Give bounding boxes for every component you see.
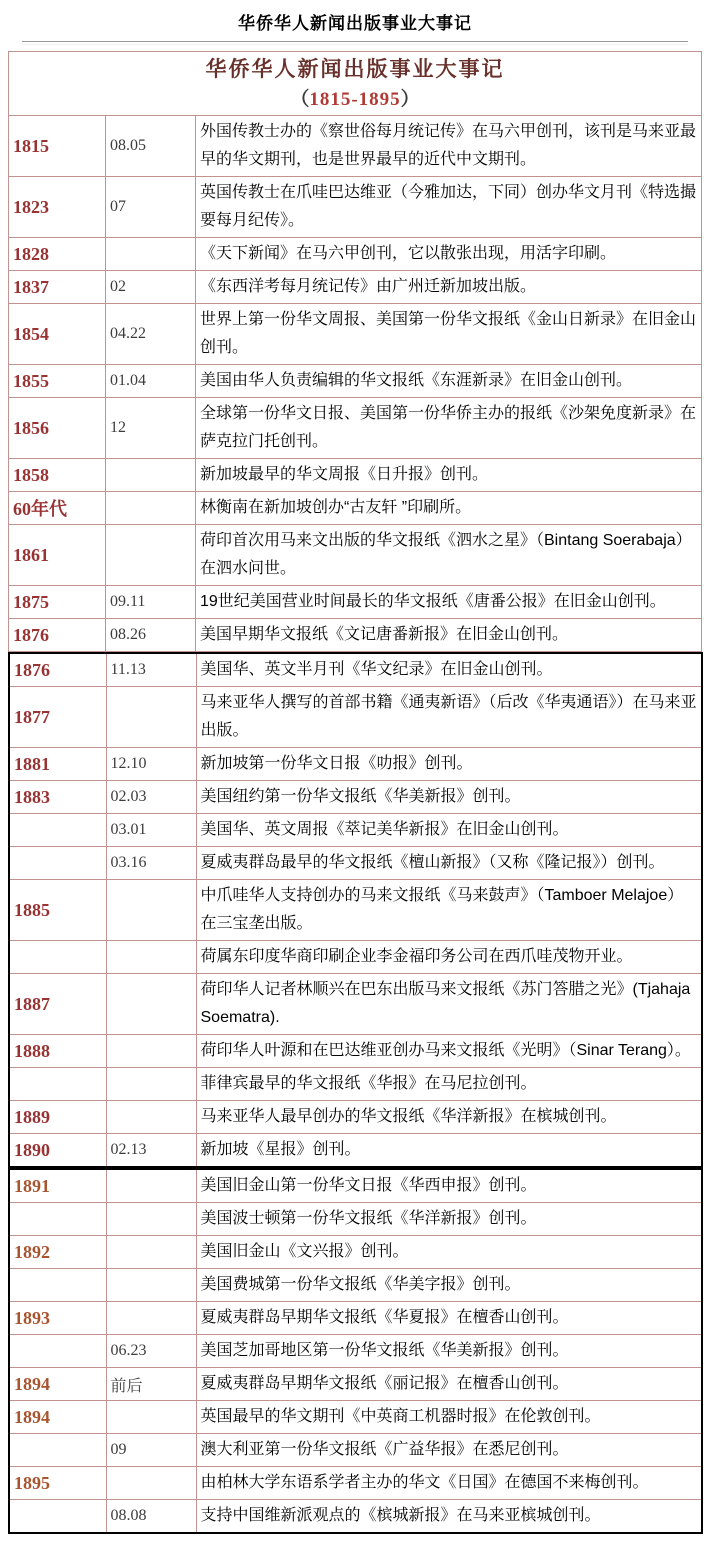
table-row [9, 586, 702, 619]
year-cell: 1881 [9, 748, 106, 781]
table-row [9, 781, 702, 814]
year-cell: 1890 [9, 1134, 106, 1168]
date-cell [106, 1169, 196, 1203]
date-cell [106, 1236, 196, 1269]
date-cell: 09 [106, 1434, 196, 1467]
table-row [9, 1302, 702, 1335]
table-row [9, 974, 702, 1035]
event-cell: 夏威夷群岛最早的华文报纸《檀山新报》（又称《隆记报》）创刊。 [196, 847, 702, 880]
table-row [9, 1134, 702, 1168]
year-cell: 1861 [9, 525, 106, 586]
year-cell [9, 847, 106, 880]
table-row [9, 1068, 702, 1101]
event-cell: 美国华、英文半月刊《华文纪录》在旧金山创刊。 [196, 653, 702, 687]
year-cell [9, 1500, 106, 1534]
date-cell: 07 [106, 177, 196, 238]
table-row [9, 687, 702, 748]
table-row [9, 847, 702, 880]
date-cell [106, 492, 196, 525]
year-cell: 1855 [9, 365, 106, 398]
event-cell: 全球第一份华文日报、美国第一份华侨主办的报纸《沙架免度新录》在萨克拉门托创刊。 [196, 398, 702, 459]
year-cell: 1885 [9, 880, 106, 941]
event-cell: 夏威夷群岛早期华文报纸《华夏报》在檀香山创刊。 [196, 1302, 702, 1335]
event-cell: 《东西洋考每月统记传》由广州迁新加坡出版。 [196, 271, 702, 304]
year-cell: 1875 [9, 586, 106, 619]
date-cell: 04.22 [106, 304, 196, 365]
year-cell [9, 1335, 106, 1368]
year-cell: 1894 [9, 1401, 106, 1434]
event-cell: 美国芝加哥地区第一份华文报纸《华美新报》创刊。 [196, 1335, 702, 1368]
chronicle-table-section [8, 652, 703, 1168]
date-cell: 02 [106, 271, 196, 304]
table-subtitle-close: ） [400, 89, 420, 110]
date-cell: 12 [106, 398, 196, 459]
table-row [9, 459, 702, 492]
year-cell [9, 814, 106, 847]
table-row [9, 492, 702, 525]
table-row [9, 941, 702, 974]
date-cell [106, 880, 196, 941]
date-cell: 11.13 [106, 653, 196, 687]
date-cell: 08.26 [106, 619, 196, 652]
table-row [9, 880, 702, 941]
year-cell: 1856 [9, 398, 106, 459]
date-cell [106, 1035, 196, 1068]
date-cell [106, 1302, 196, 1335]
year-cell: 1883 [9, 781, 106, 814]
event-cell: 马来亚华人撰写的首部书籍《通夷新语》（后改《华夷通语》）在马来亚出版。 [196, 687, 702, 748]
year-cell: 1894 [9, 1368, 106, 1401]
event-cell: 荷印华人叶源和在巴达维亚创办马来文报纸《光明》（Sinar Terang）。 [196, 1035, 702, 1068]
date-cell: 03.16 [106, 847, 196, 880]
event-cell: 新加坡《星报》创刊。 [196, 1134, 702, 1168]
table-row [9, 177, 702, 238]
table-subtitle-open: （ [290, 89, 310, 110]
year-cell: 1823 [9, 177, 106, 238]
year-cell: 1893 [9, 1302, 106, 1335]
event-cell: 美国华、英文周报《萃记美华新报》在旧金山创刊。 [196, 814, 702, 847]
date-cell: 08.05 [106, 116, 196, 177]
title-divider [22, 41, 688, 45]
event-cell: 夏威夷群岛早期华文报纸《丽记报》在檀香山创刊。 [196, 1368, 702, 1401]
table-subtitle [13, 86, 697, 113]
event-cell: 英国传教士在爪哇巴达维亚（今雅加达，下同）创办华文月刊《特选撮要每月纪传》。 [196, 177, 702, 238]
event-cell: 中爪哇华人支持创办的马来文报纸《马来鼓声》（Tamboer Melajoe）在三宝垄出版。 [196, 880, 702, 941]
table-row [9, 1434, 702, 1467]
table-row [9, 1035, 702, 1068]
table-row [9, 304, 702, 365]
year-cell [9, 1203, 106, 1236]
date-cell: 03.01 [106, 814, 196, 847]
table-row [9, 271, 702, 304]
year-cell: 1876 [9, 653, 106, 687]
event-cell: 荷属东印度华商印刷企业李金福印务公司在西爪哇茂物开业。 [196, 941, 702, 974]
table-row [9, 1203, 702, 1236]
year-cell: 1858 [9, 459, 106, 492]
date-cell [106, 1101, 196, 1134]
date-cell [106, 687, 196, 748]
event-cell: 荷印华人记者林顺兴在巴东出版马来文报纸《苏门答腊之光》(Tjahaja Soematra). [196, 974, 702, 1035]
event-cell: 新加坡最早的华文周报《日升报》创刊。 [196, 459, 702, 492]
date-cell: 01.04 [106, 365, 196, 398]
event-cell: 19世纪美国营业时间最长的华文报纸《唐番公报》在旧金山创刊。 [196, 586, 702, 619]
table-row [9, 619, 702, 652]
year-cell: 1876 [9, 619, 106, 652]
date-cell: 06.23 [106, 1335, 196, 1368]
chronicle-table-section [8, 51, 702, 652]
date-cell [106, 459, 196, 492]
table-row [9, 748, 702, 781]
year-cell: 1889 [9, 1101, 106, 1134]
event-cell: 荷印首次用马来文出版的华文报纸《泗水之星》（Bintang Soerabaja）在泗水问世。 [196, 525, 702, 586]
date-cell [106, 974, 196, 1035]
date-cell [106, 1203, 196, 1236]
table-title-row [9, 52, 702, 116]
date-cell [106, 941, 196, 974]
event-cell: 美国纽约第一份华文报纸《华美新报》创刊。 [196, 781, 702, 814]
year-cell: 60年代 [9, 492, 106, 525]
event-cell: 澳大利亚第一份华文报纸《广益华报》在悉尼创刊。 [196, 1434, 702, 1467]
event-cell: 林衡南在新加坡创办“古友轩 ”印刷所。 [196, 492, 702, 525]
year-cell: 1854 [9, 304, 106, 365]
chronicle-table [8, 51, 710, 1534]
year-cell [9, 1068, 106, 1101]
event-cell: 美国费城第一份华文报纸《华美字报》创刊。 [196, 1269, 702, 1302]
event-cell: 美国波士顿第一份华文报纸《华洋新报》创刊。 [196, 1203, 702, 1236]
year-cell: 1828 [9, 238, 106, 271]
table-row [9, 1236, 702, 1269]
event-cell: 美国旧金山《文兴报》创刊。 [196, 1236, 702, 1269]
page-title: 华侨华人新闻出版事业大事记 [238, 14, 472, 33]
table-row [9, 398, 702, 459]
event-cell: 美国旧金山第一份华文日报《华西申报》创刊。 [196, 1169, 702, 1203]
table-row [9, 1101, 702, 1134]
table-row [9, 653, 702, 687]
date-cell: 02.03 [106, 781, 196, 814]
table-row [9, 1467, 702, 1500]
table-row [9, 1500, 702, 1534]
event-cell: 英国最早的华文期刊《中英商工机器时报》在伦敦创刊。 [196, 1401, 702, 1434]
year-cell: 1891 [9, 1169, 106, 1203]
event-cell: 外国传教士办的《察世俗每月统记传》在马六甲创刊，该刊是马来亚最早的华文期刊，也是世界最早的近代中文期刊。 [196, 116, 702, 177]
table-row [9, 1335, 702, 1368]
date-cell: 08.08 [106, 1500, 196, 1534]
event-cell: 《天下新闻》在马六甲创刊，它以散张出现，用活字印刷。 [196, 238, 702, 271]
date-cell [106, 238, 196, 271]
event-cell: 由柏林大学东语系学者主办的华文《日国》在德国不来梅创刊。 [196, 1467, 702, 1500]
year-cell: 1815 [9, 116, 106, 177]
event-cell: 美国早期华文报纸《文记唐番新报》在旧金山创刊。 [196, 619, 702, 652]
table-row [9, 1368, 702, 1401]
year-cell: 1888 [9, 1035, 106, 1068]
date-cell: 前后 [106, 1368, 196, 1401]
table-row [9, 1169, 702, 1203]
year-cell: 1837 [9, 271, 106, 304]
table-row [9, 1269, 702, 1302]
table-row [9, 525, 702, 586]
table-title-cell [9, 52, 702, 116]
table-title: 华侨华人新闻出版事业大事记 [205, 58, 505, 81]
date-cell: 12.10 [106, 748, 196, 781]
year-cell: 1895 [9, 1467, 106, 1500]
date-cell [106, 1467, 196, 1500]
table-subtitle-range: 1815-1895 [309, 89, 401, 110]
date-cell: 02.13 [106, 1134, 196, 1168]
date-cell [106, 1269, 196, 1302]
table-row [9, 814, 702, 847]
table-row [9, 1401, 702, 1434]
event-cell: 新加坡第一份华文日报《叻报》创刊。 [196, 748, 702, 781]
event-cell: 马来亚华人最早创办的华文报纸《华洋新报》在槟城创刊。 [196, 1101, 702, 1134]
date-cell: 09.11 [106, 586, 196, 619]
year-cell [9, 941, 106, 974]
year-cell: 1892 [9, 1236, 106, 1269]
event-cell: 美国由华人负责编辑的华文报纸《东涯新录》在旧金山创刊。 [196, 365, 702, 398]
table-row [9, 365, 702, 398]
table-row [9, 238, 702, 271]
year-cell: 1887 [9, 974, 106, 1035]
date-cell [106, 1401, 196, 1434]
event-cell: 世界上第一份华文周报、美国第一份华文报纸《金山日新录》在旧金山创刊。 [196, 304, 702, 365]
year-cell: 1877 [9, 687, 106, 748]
date-cell [106, 1068, 196, 1101]
table-row [9, 116, 702, 177]
event-cell: 菲律宾最早的华文报纸《华报》在马尼拉创刊。 [196, 1068, 702, 1101]
year-cell [9, 1269, 106, 1302]
date-cell [106, 525, 196, 586]
year-cell [9, 1434, 106, 1467]
event-cell: 支持中国维新派观点的《槟城新报》在马来亚槟城创刊。 [196, 1500, 702, 1534]
chronicle-table-section [8, 1168, 703, 1534]
